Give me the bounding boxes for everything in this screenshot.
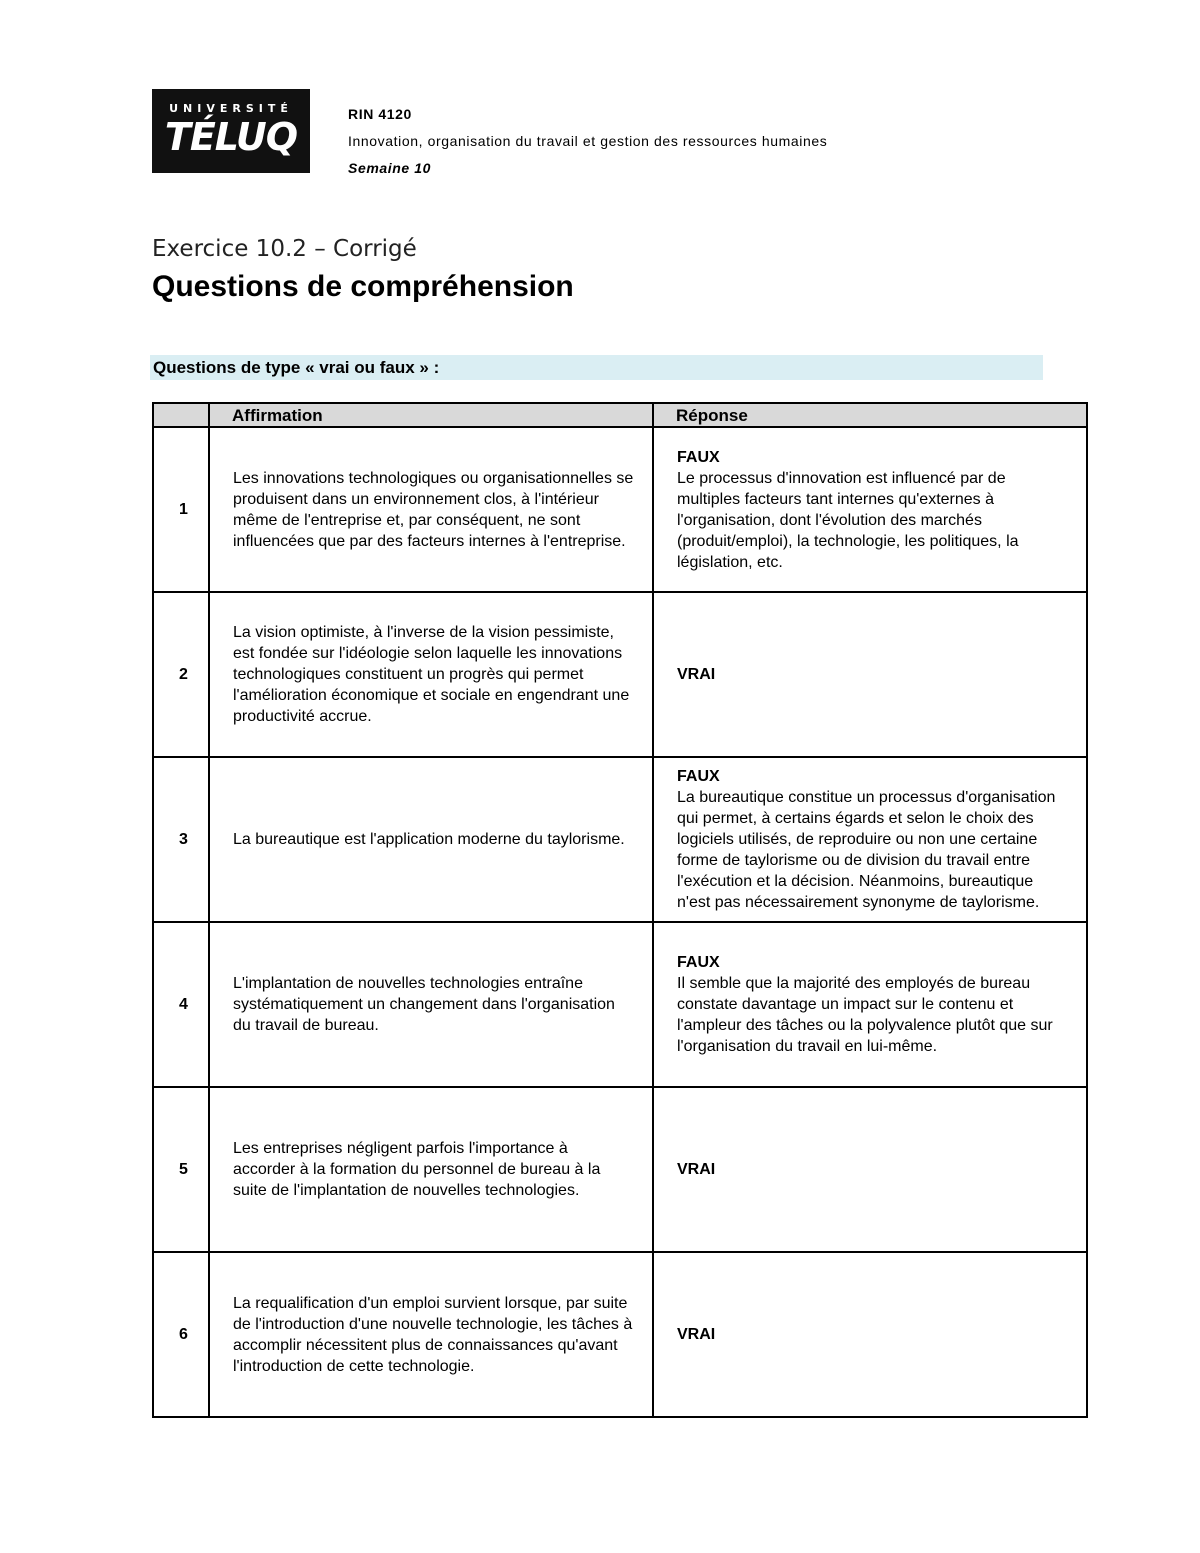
row-explanation: Il semble que la majorité des employés de bureau constate davantage un impact sur le contenu et l'ampleur des tâches ou la polyvalence plutôt que sur l'organisation du travail en lui-même.: [677, 975, 1053, 1055]
exercise-title: Exercice 10.2 – Corrigé: [152, 236, 417, 262]
course-week: Semaine 10: [348, 160, 432, 176]
row-reponse: [653, 757, 1087, 922]
table-row: [153, 1252, 1087, 1417]
row-verdict: VRAI: [677, 1326, 716, 1343]
logo-line2: TÉLUQ: [164, 115, 298, 159]
header-reponse: Réponse: [653, 403, 1087, 427]
row-number: 1: [153, 427, 209, 592]
table-row: [153, 592, 1087, 757]
row-affirmation: Les innovations technologiques ou organisationnelles se produisent dans un environnement clos, à l'intérieur même de l'entreprise et, par conséquent, ne sont influencées que par des facteurs internes à l'entreprise.: [209, 427, 653, 592]
table-row: [153, 922, 1087, 1087]
answers-table: [152, 402, 1088, 1418]
row-verdict: FAUX: [677, 954, 720, 971]
row-verdict: VRAI: [677, 1161, 716, 1178]
row-reponse: [653, 1087, 1087, 1252]
row-number: 5: [153, 1087, 209, 1252]
course-code: RIN 4120: [348, 106, 412, 122]
row-affirmation: Les entreprises négligent parfois l'importance à accorder à la formation du personnel de bureau à la suite de l'implantation de nouvelles technologies.: [209, 1087, 653, 1252]
row-verdict: VRAI: [677, 666, 716, 683]
section-heading-bar: [150, 355, 1043, 380]
header-number: [153, 403, 209, 427]
row-number: 4: [153, 922, 209, 1087]
course-title: Innovation, organisation du travail et gestion des ressources humaines: [348, 133, 828, 149]
header-affirmation: Affirmation: [209, 403, 653, 427]
page-title: Questions de compréhension: [152, 270, 574, 303]
table-row: [153, 1087, 1087, 1252]
row-affirmation: La requalification d'un emploi survient lorsque, par suite de l'introduction d'une nouvelle technologie, les tâches à accomplir nécessitent plus de connaissances qu'avant l'introduction de cette technologie.: [209, 1252, 653, 1417]
logo-line1: UNIVERSITÉ: [169, 102, 293, 115]
row-explanation: La bureautique constitue un processus d'organisation qui permet, à certains égards et selon le choix des logiciels utilisés, de reproduire ou non une certaine forme de taylorisme ou de division du travail entre l'exécution et la décision. Néanmoins, bureautique n'est pas nécessairement synonyme de taylorisme.: [677, 789, 1056, 911]
table-row: [153, 427, 1087, 592]
row-reponse: [653, 1252, 1087, 1417]
table-row: [153, 757, 1087, 922]
row-number: 2: [153, 592, 209, 757]
row-verdict: FAUX: [677, 768, 720, 785]
row-explanation: Le processus d'innovation est influencé par de multiples facteurs tant internes qu'externes à l'organisation, dont l'évolution des marchés (produit/emploi), la technologie, les politiques, la législation, etc.: [677, 469, 1019, 571]
row-number: 3: [153, 757, 209, 922]
row-reponse: [653, 592, 1087, 757]
university-logo: [152, 89, 310, 173]
section-heading: Questions de type « vrai ou faux » :: [153, 358, 440, 377]
row-reponse: [653, 922, 1087, 1087]
table-header-row: [153, 403, 1087, 427]
row-number: 6: [153, 1252, 209, 1417]
row-reponse: [653, 427, 1087, 592]
course-header: [348, 101, 827, 182]
row-affirmation: La vision optimiste, à l'inverse de la vision pessimiste, est fondée sur l'idéologie selon laquelle les innovations technologiques constituent un progrès qui permet l'amélioration économique et sociale en engendrant une productivité accrue.: [209, 592, 653, 757]
row-affirmation: L'implantation de nouvelles technologies entraîne systématiquement un changement dans l'organisation du travail de bureau.: [209, 922, 653, 1087]
row-verdict: FAUX: [677, 448, 720, 466]
row-affirmation: La bureautique est l'application moderne du taylorisme.: [209, 757, 653, 922]
